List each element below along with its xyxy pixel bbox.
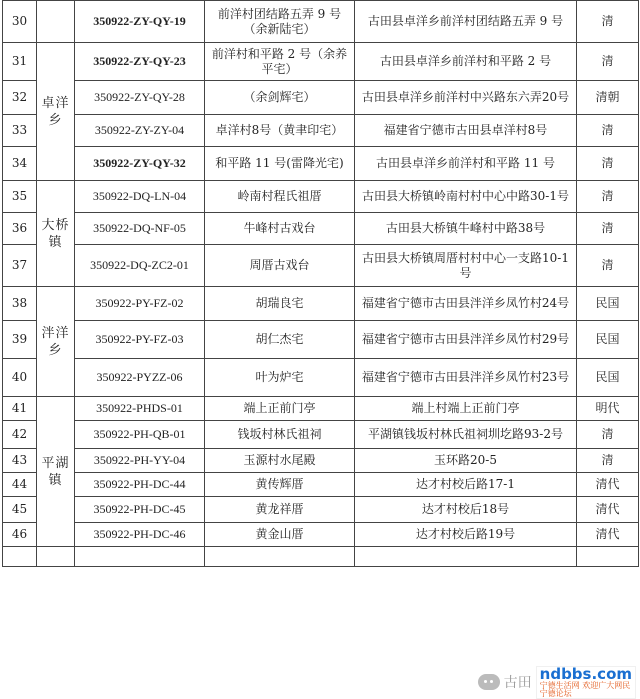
- watermark: [478, 664, 636, 698]
- heritage-address: 达才村校后18号: [355, 497, 577, 523]
- heritage-code: 350922-PH-QB-01: [75, 421, 205, 449]
- table-row: [3, 115, 639, 147]
- table-row: [3, 1, 639, 43]
- row-number: 40: [3, 359, 37, 397]
- heritage-code: 350922-PH-YY-04: [75, 449, 205, 473]
- table-row: [3, 497, 639, 523]
- heritage-address: 古田县卓洋乡前洋村团结路五弄 9 号: [355, 1, 577, 43]
- heritage-code: 350922-PHDS-01: [75, 397, 205, 421]
- heritage-address: 端上村端上正前门亭: [355, 397, 577, 421]
- heritage-code: 350922-ZY-ZY-04: [75, 115, 205, 147]
- town-cell: 平湖镇: [37, 397, 75, 547]
- row-number: 33: [3, 115, 37, 147]
- empty-cell: [205, 547, 355, 567]
- row-number: 41: [3, 397, 37, 421]
- heritage-era: 清: [577, 115, 639, 147]
- heritage-address: 福建省宁德市古田县卓洋村8号: [355, 115, 577, 147]
- heritage-code: 350922-DQ-ZC2-01: [75, 245, 205, 287]
- heritage-era: 清: [577, 1, 639, 43]
- heritage-address: 古田县卓洋乡前洋村和平路 11 号: [355, 147, 577, 181]
- table-row: [3, 321, 639, 359]
- heritage-address: 玉环路20-5: [355, 449, 577, 473]
- wechat-icon: [478, 674, 500, 690]
- table-row: [3, 245, 639, 287]
- table-row-partial: [3, 547, 639, 567]
- row-number: 39: [3, 321, 37, 359]
- heritage-name: 玉源村水尾殿: [205, 449, 355, 473]
- row-number: 31: [3, 43, 37, 81]
- heritage-name: 黄传辉厝: [205, 473, 355, 497]
- town-cell: 大桥镇: [37, 181, 75, 287]
- heritage-era: 清: [577, 449, 639, 473]
- heritage-era: 清: [577, 245, 639, 287]
- heritage-code: 350922-PY-FZ-02: [75, 287, 205, 321]
- heritage-era: 民国: [577, 287, 639, 321]
- heritage-era: 清代: [577, 523, 639, 547]
- row-number: 44: [3, 473, 37, 497]
- heritage-name: 胡瑞良宅: [205, 287, 355, 321]
- row-number: 32: [3, 81, 37, 115]
- heritage-code: 350922-DQ-LN-04: [75, 181, 205, 213]
- heritage-code: 350922-PYZZ-06: [75, 359, 205, 397]
- heritage-code: 350922-PH-DC-45: [75, 497, 205, 523]
- table-row: [3, 287, 639, 321]
- heritage-code: 350922-PY-FZ-03: [75, 321, 205, 359]
- forum-logo-brand: ndbbs.com: [539, 664, 632, 683]
- row-number: 35: [3, 181, 37, 213]
- heritage-address: 古田县大桥镇周厝村村中心一支路10-1号: [355, 245, 577, 287]
- heritage-name: 牛峰村古戏台: [205, 213, 355, 245]
- heritage-address: 福建省宁德市古田县泮洋乡凤竹村23号: [355, 359, 577, 397]
- heritage-name: 叶为炉宅: [205, 359, 355, 397]
- heritage-era: 清朝: [577, 81, 639, 115]
- forum-logo-tag: 宁德生活网 欢迎广大网民: [539, 680, 631, 690]
- table-row: [3, 397, 639, 421]
- town-cell: 卓洋乡: [37, 43, 75, 181]
- heritage-code: 350922-PH-DC-46: [75, 523, 205, 547]
- heritage-address: 古田县大桥镇岭南村村中心中路30-1号: [355, 181, 577, 213]
- heritage-era: 明代: [577, 397, 639, 421]
- heritage-era: 清代: [577, 473, 639, 497]
- heritage-era: 清: [577, 213, 639, 245]
- heritage-table: [2, 0, 639, 567]
- table-row: [3, 449, 639, 473]
- heritage-name: 胡仁杰宅: [205, 321, 355, 359]
- heritage-name: 周厝古戏台: [205, 245, 355, 287]
- row-number: 45: [3, 497, 37, 523]
- row-number: 30: [3, 1, 37, 43]
- heritage-code: 350922-PH-DC-44: [75, 473, 205, 497]
- row-number: 36: [3, 213, 37, 245]
- heritage-address: 古田县大桥镇牛峰村中路38号: [355, 213, 577, 245]
- heritage-address: 古田县卓洋乡前洋村中兴路东六弄20号: [355, 81, 577, 115]
- heritage-name: 黄金山厝: [205, 523, 355, 547]
- heritage-code: 350922-ZY-QY-28: [75, 81, 205, 115]
- town-cell: 泮洋乡: [37, 287, 75, 397]
- heritage-name: 卓洋村8号（黄聿印宅）: [205, 115, 355, 147]
- heritage-era: 清: [577, 181, 639, 213]
- heritage-name: 钱坂村林氏祖祠: [205, 421, 355, 449]
- heritage-name: 岭南村程氏祖厝: [205, 181, 355, 213]
- table-row: [3, 81, 639, 115]
- heritage-address: 平湖镇钱坂村林氏祖祠圳圪路93-2号: [355, 421, 577, 449]
- row-number: 42: [3, 421, 37, 449]
- heritage-era: 清代: [577, 497, 639, 523]
- table-row: [3, 181, 639, 213]
- heritage-address: 达才村校后路17-1: [355, 473, 577, 497]
- empty-cell: [355, 547, 577, 567]
- heritage-era: 清: [577, 43, 639, 81]
- table-row: [3, 43, 639, 81]
- table-row: [3, 421, 639, 449]
- heritage-era: 清: [577, 421, 639, 449]
- heritage-name: 端上正前门亭: [205, 397, 355, 421]
- table-row: [3, 523, 639, 547]
- table-row: [3, 359, 639, 397]
- forum-logo: [536, 666, 636, 699]
- table-row: [3, 473, 639, 497]
- heritage-code: 350922-ZY-QY-23: [75, 43, 205, 81]
- heritage-name: 前洋村和平路 2 号（余养平宅）: [205, 43, 355, 81]
- heritage-name: 黄龙祥厝: [205, 497, 355, 523]
- heritage-code: 350922-DQ-NF-05: [75, 213, 205, 245]
- town-cell-empty: [37, 1, 75, 43]
- heritage-address: 达才村校后路19号: [355, 523, 577, 547]
- row-number: 37: [3, 245, 37, 287]
- heritage-name: 前洋村团结路五弄 9 号（余新陆宅）: [205, 1, 355, 43]
- empty-cell: [75, 547, 205, 567]
- heritage-name: （余剑辉宅）: [205, 81, 355, 115]
- table-row: [3, 147, 639, 181]
- heritage-code: 350922-ZY-QY-32: [75, 147, 205, 181]
- heritage-address: 福建省宁德市古田县泮洋乡凤竹村29号: [355, 321, 577, 359]
- heritage-code: 350922-ZY-QY-19: [75, 1, 205, 43]
- empty-cell: [3, 547, 37, 567]
- table-row: [3, 213, 639, 245]
- forum-logo-top: 宁德论坛: [539, 688, 572, 698]
- row-number: 38: [3, 287, 37, 321]
- heritage-name: 和平路 11 号(雷降光宅): [205, 147, 355, 181]
- heritage-address: 古田县卓洋乡前洋村和平路 2 号: [355, 43, 577, 81]
- empty-cell: [37, 547, 75, 567]
- heritage-address: 福建省宁德市古田县泮洋乡凤竹村24号: [355, 287, 577, 321]
- watermark-source: 古田: [503, 675, 532, 691]
- row-number: 43: [3, 449, 37, 473]
- empty-cell: [577, 547, 639, 567]
- heritage-era: 民国: [577, 321, 639, 359]
- heritage-era: 民国: [577, 359, 639, 397]
- row-number: 34: [3, 147, 37, 181]
- row-number: 46: [3, 523, 37, 547]
- heritage-era: 清: [577, 147, 639, 181]
